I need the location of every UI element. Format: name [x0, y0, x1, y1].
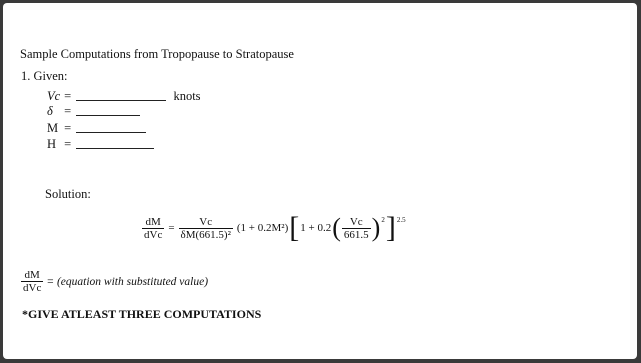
lhs-numerator: dM: [145, 215, 161, 228]
field-h-blank: [76, 148, 154, 149]
given-label: 1. Given:: [21, 69, 68, 83]
derivative-equation: [142, 211, 406, 244]
solution-label: Solution:: [45, 187, 91, 201]
rhs-numerator: Vc: [199, 215, 213, 228]
document-title: Sample Computations from Tropopause to Stratopause: [20, 47, 294, 61]
field-h-var: H: [47, 137, 57, 151]
field-delta-var: δ: [47, 104, 53, 118]
rhs-fraction: [179, 216, 233, 241]
right-paren: ): [371, 213, 381, 242]
substituted-numerator: dM: [24, 269, 40, 281]
field-h: [47, 137, 154, 152]
equals-sign: =: [168, 222, 175, 234]
field-h-eq: =: [64, 137, 72, 151]
instruction-note: *GIVE ATLEAST THREE COMPUTATIONS: [22, 307, 262, 321]
inner-fraction: [342, 216, 371, 241]
field-vc-eq: =: [64, 89, 72, 103]
rhs-denominator: δM(661.5)²: [180, 228, 231, 241]
right-bracket: ]: [385, 211, 396, 244]
left-bracket: [: [289, 211, 300, 244]
substituted-equation: [21, 269, 208, 294]
field-vc-unit: knots: [173, 89, 201, 103]
field-delta-eq: =: [64, 104, 72, 118]
field-vc-blank: [76, 100, 166, 101]
inner-denominator: 661.5: [343, 228, 369, 241]
substituted-lhs-fraction: [21, 269, 43, 294]
lhs-fraction: [142, 216, 164, 241]
lhs-denominator: dVc: [144, 228, 163, 241]
inner-numerator: Vc: [349, 215, 363, 228]
substituted-text: = (equation with substituted value): [46, 275, 209, 288]
document-page: [3, 3, 637, 359]
bracket-inner-text: 1 + 0.2: [300, 222, 332, 234]
field-delta-blank: [76, 115, 140, 116]
field-m-var: M: [47, 121, 59, 135]
field-vc-var: Vc: [47, 89, 61, 103]
field-m-blank: [76, 132, 146, 133]
substituted-denominator: dVc: [23, 282, 42, 294]
left-paren: (: [332, 213, 341, 242]
field-vc: [47, 89, 201, 104]
outer-exponent: 2.5: [396, 216, 406, 224]
field-delta: [47, 104, 140, 119]
field-m: [47, 121, 146, 136]
mach-factor: (1 + 0.2M²): [236, 222, 289, 234]
field-m-eq: =: [64, 121, 72, 135]
inner-exponent: 2: [381, 216, 385, 224]
